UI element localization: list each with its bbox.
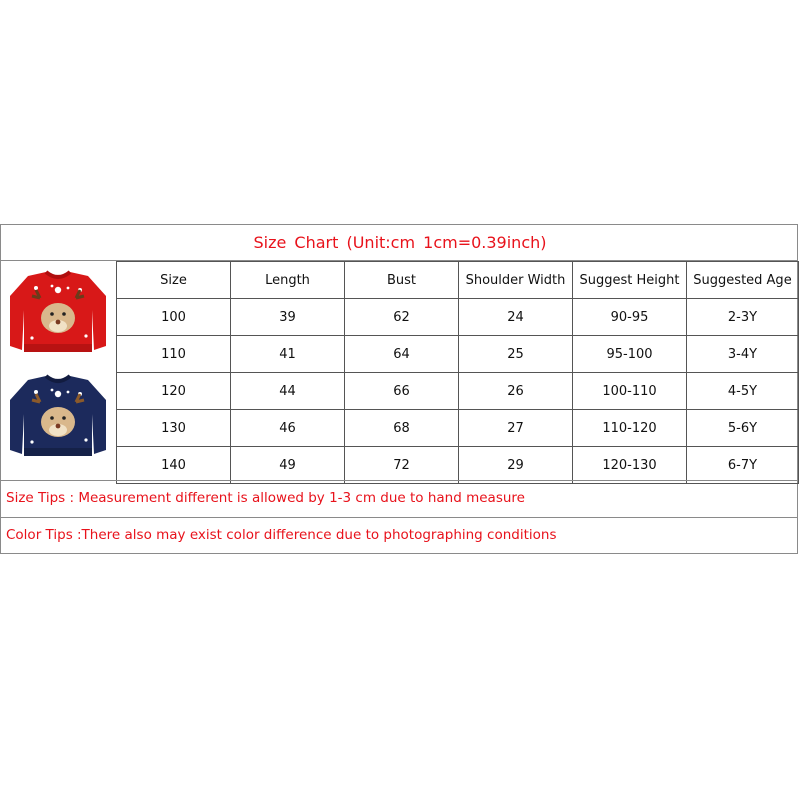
chart-title: Size Chart (Unit:cm 1cm=0.39inch) [253, 233, 547, 252]
cell-suggest-height: 120-130 [573, 447, 687, 484]
cell-length: 39 [231, 299, 345, 336]
header-size: Size [117, 262, 231, 299]
cell-bust: 62 [345, 299, 459, 336]
cell-suggest-height: 95-100 [573, 336, 687, 373]
size-tips: Size Tips : Measurement different is allowed by 1-3 cm due to hand measure [6, 490, 525, 506]
header-suggest-height: Suggest Height [573, 262, 687, 299]
cell-size: 140 [117, 447, 231, 484]
cell-shoulder-width: 24 [459, 299, 573, 336]
color-tips: Color Tips :There also may exist color difference due to photographing conditions [6, 527, 557, 543]
cell-bust: 64 [345, 336, 459, 373]
cell-suggest-height: 90-95 [573, 299, 687, 336]
table-row [117, 299, 799, 336]
header-shoulder-width: Shoulder Width [459, 262, 573, 299]
header-length: Length [231, 262, 345, 299]
table-row [117, 447, 799, 484]
cell-suggest-height: 100-110 [573, 373, 687, 410]
cell-size: 100 [117, 299, 231, 336]
cell-suggested-age: 5-6Y [687, 410, 799, 447]
cell-suggested-age: 3-4Y [687, 336, 799, 373]
cell-suggest-height: 110-120 [573, 410, 687, 447]
table-row [117, 336, 799, 373]
cell-size: 110 [117, 336, 231, 373]
cell-bust: 72 [345, 447, 459, 484]
cell-bust: 68 [345, 410, 459, 447]
cell-length: 41 [231, 336, 345, 373]
navy-reindeer-sweater-image [6, 370, 110, 462]
size-table [116, 261, 799, 484]
header-bust: Bust [345, 262, 459, 299]
red-reindeer-sweater-image [6, 266, 110, 358]
cell-length: 44 [231, 373, 345, 410]
cell-suggested-age: 2-3Y [687, 299, 799, 336]
header-suggested-age: Suggested Age [687, 262, 799, 299]
table-row [117, 373, 799, 410]
cell-length: 46 [231, 410, 345, 447]
cell-bust: 66 [345, 373, 459, 410]
cell-size: 130 [117, 410, 231, 447]
cell-shoulder-width: 29 [459, 447, 573, 484]
cell-suggested-age: 4-5Y [687, 373, 799, 410]
cell-length: 49 [231, 447, 345, 484]
table-row [117, 410, 799, 447]
cell-suggested-age: 6-7Y [687, 447, 799, 484]
cell-size: 120 [117, 373, 231, 410]
cell-shoulder-width: 27 [459, 410, 573, 447]
cell-shoulder-width: 26 [459, 373, 573, 410]
table-header-row [117, 262, 799, 299]
cell-shoulder-width: 25 [459, 336, 573, 373]
